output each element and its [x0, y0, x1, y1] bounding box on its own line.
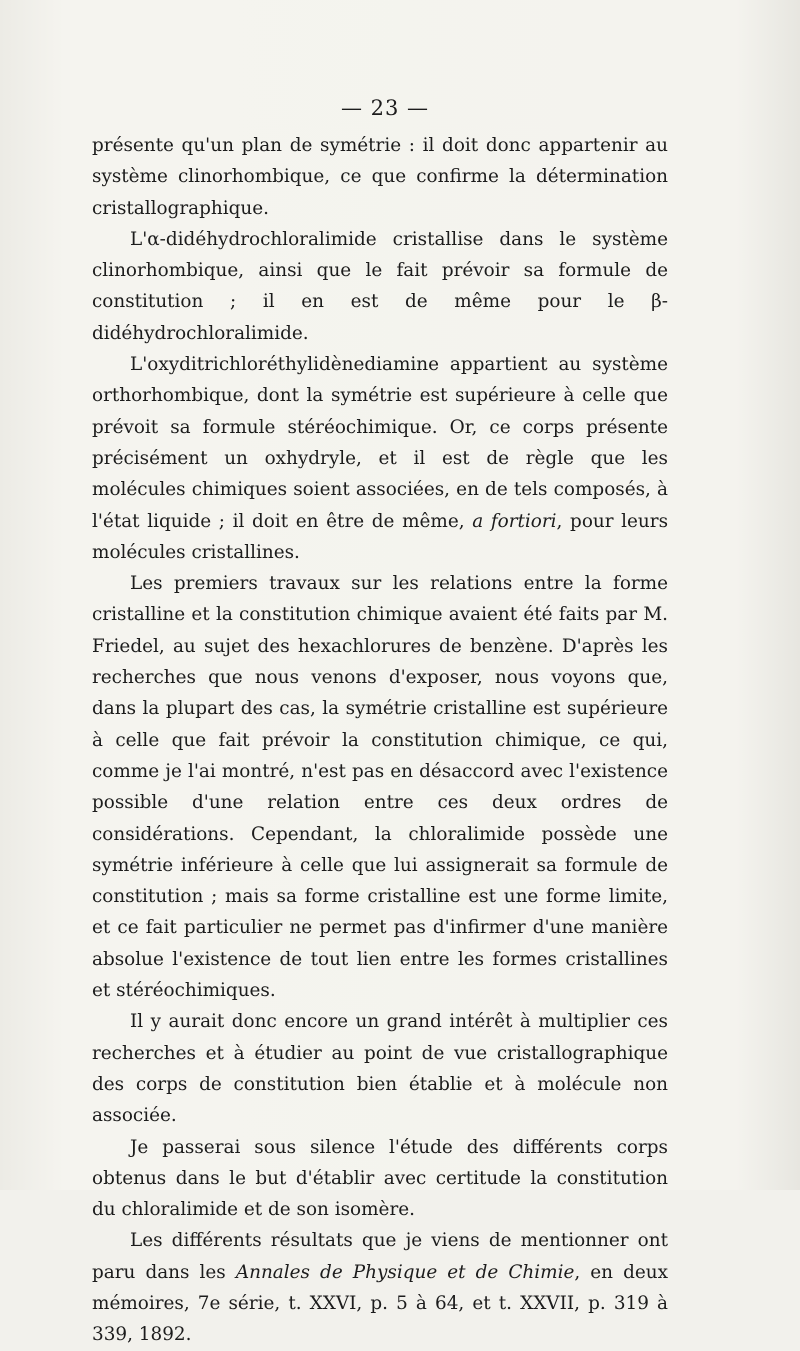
paragraph-3-italic: a fortiori [472, 510, 557, 532]
paragraph-7-text-after: , en deux mémoires, 7e série, t. XXVI, p. 5 à 64, et t. XXVII, p. 319 à 339, 1892. [92, 1261, 668, 1346]
page-number: — 23 — [340, 96, 430, 120]
paragraph-1: présente qu'un plan de symétrie : il doit donc appartenir au système clinorhombique, ce que confirme la détermination cristallographique. [92, 135, 668, 219]
paragraph-7-italic: Annales de Physique et de Chimie [235, 1261, 575, 1283]
paragraph-3-text-before: L'oxyditrichloréthylidènediamine appartient au système orthorhombique, dont la symétrie est supérieure à celle que prévoit sa formule stéréochimique. Or, ce corps présente précisément un oxhydryle, et il est de règle que les molécules chimiques soient associées, en de tels composés, à l'état liquide ; il doit en être de même, [92, 354, 668, 532]
paragraph-7 [92, 1225, 668, 1350]
paragraph-3-text-after: , pour leurs molécules cristallines. [92, 510, 669, 563]
paragraph-6: Je passerai sous silence l'étude des différents corps obtenus dans le but d'établir avec certitude la constitution du chloralimide et de son isomère. [92, 1136, 668, 1221]
body-text [92, 130, 668, 1351]
paragraph-5: Il y aurait donc encore un grand intérêt à multiplier ces recherches et à étudier au point de vue cristallographique des corps de constitution bien établie et à molécule non associée. [92, 1011, 668, 1127]
paragraph-7-text-before: Les différents résultats que je viens de mentionner ont paru dans les [92, 1230, 668, 1283]
paragraph-4: Les premiers travaux sur les relations entre la forme cristalline et la constitution chimique avaient été faits par M. Friedel, au sujet des hexachlorures de benzène. D'après les recherches que nous venons d'exposer, nous voyons que, dans la plupart des cas, la symétrie cristalline est supérieure à celle que fait prévoir la constitution chimique, ce qui, comme je l'ai montré, n'est pas en désaccord avec l'existence possible d'une relation entre ces deux ordres de considérations. Cependant, la chloralimide possède une symétrie inférieure à celle que lui assignerait sa formule de constitution ; mais sa forme cristalline est une forme limite, et ce fait particulier ne permet pas d'infirmer d'une manière absolue l'existence de tout lien entre les formes cristallines et stéréochimiques. [92, 573, 668, 1002]
paragraph-2: L'α-didéhydrochloralimide cristallise dans le système clinorhombique, ainsi que le fait prévoir sa formule de constitution ; il en est de même pour le β-didéhydrochloralimide. [92, 228, 668, 344]
paragraph-3 [92, 349, 668, 568]
